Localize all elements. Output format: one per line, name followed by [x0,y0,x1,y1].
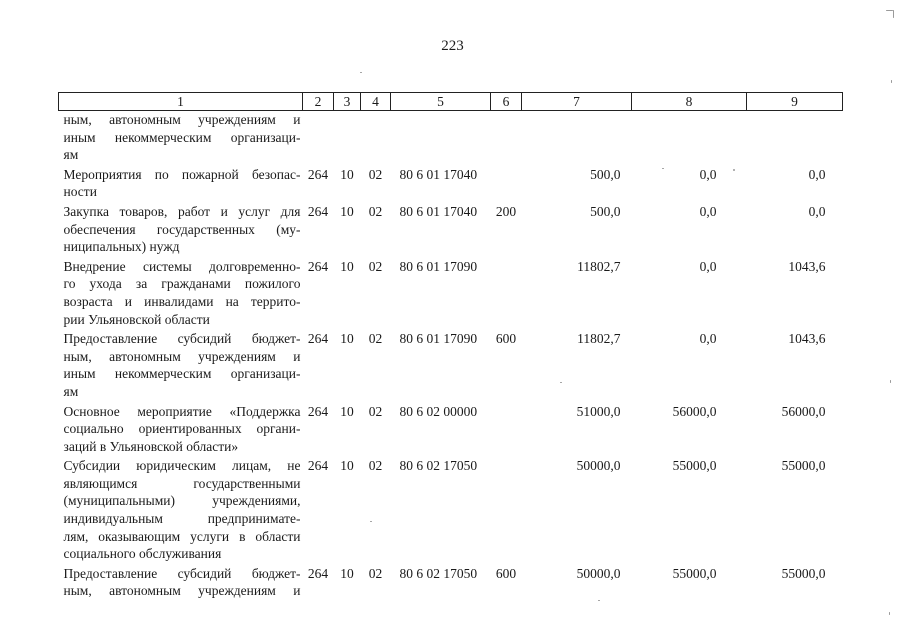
row-name-line: ным, автономным учреждениям и [63,348,301,364]
subsection-code: 02 [368,403,383,419]
column-header: 6 [491,93,522,111]
row-name [59,111,303,164]
amount-col8: 0,0 [699,331,717,347]
row-name [59,258,303,328]
row-name-line: (муниципальными) учреждениями, [63,493,301,509]
scan-speck [360,72,362,73]
amount-col7: 51000,0 [576,403,621,419]
column-header: 3 [334,93,361,111]
grbs-code: 264 [307,258,329,274]
grbs-code: 264 [307,331,329,347]
table-body [59,111,843,603]
subsection-code: 02 [368,331,383,347]
row-name [59,565,303,600]
amount-col9: 55000,0 [781,565,826,581]
amount-col8: 55000,0 [672,565,717,581]
page-number: 223 [441,38,464,54]
scan-speck [733,169,735,171]
row-spacer-cell [59,600,843,602]
row-name [59,457,303,563]
target-article-code: 80 6 01 17040 [399,203,478,219]
table-row [59,258,843,328]
section-code: 10 [340,458,354,474]
scan-speck [598,600,600,601]
row-name-line: Внедрение системы долговременно- [63,258,301,274]
column-header: 5 [391,93,491,111]
expense-type-code [491,111,522,164]
amount-col9: 0,0 [808,203,826,219]
row-name [59,403,303,456]
section-code: 10 [340,258,354,274]
row-name [59,330,303,400]
table-header-row [59,93,843,111]
scan-speck [889,612,890,615]
target-article-code: 80 6 02 00000 [399,403,478,419]
row-name [59,166,303,201]
column-header: 8 [632,93,747,111]
scan-speck [890,380,891,383]
table-row [59,203,843,256]
section-code [334,111,361,164]
row-name-line: индивидуальным предпринимате- [63,511,301,527]
amount-col7: 500,0 [590,166,621,182]
scan-speck [886,10,893,11]
row-name-line: Предоставление субсидий бюджет- [63,331,301,347]
amount-col8: 56000,0 [672,403,717,419]
column-header: 4 [361,93,391,111]
row-name-line: Предоставление субсидий бюджет- [63,565,301,581]
amount-col7 [522,111,632,164]
amount-col9: 1043,6 [788,331,826,347]
subsection-code [361,111,391,164]
expense-type-code [491,457,522,563]
row-name-line: являющимся государственными [63,475,301,491]
column-header: 1 [59,93,303,111]
scan-speck [662,168,664,169]
amount-col9: 56000,0 [781,403,826,419]
subsection-code: 02 [368,258,383,274]
section-code: 10 [340,565,354,581]
row-name-line: ям [63,147,79,163]
budget-table [58,92,843,602]
grbs-code: 264 [307,403,329,419]
row-name-line: лям, оказывающим услуги в области [63,528,301,544]
amount-col9: 0,0 [808,166,826,182]
table-row [59,111,843,164]
target-article-code: 80 6 01 17090 [399,331,478,347]
row-name-line: ниципальных) нужд [63,239,180,255]
column-header: 9 [747,93,843,111]
row-name-line: возраста и инвалидами на террито- [63,293,301,309]
row-name-line: рии Ульяновской области [63,311,210,327]
row-name-line: социального обслуживания [63,546,222,562]
grbs-code: 264 [307,203,329,219]
expense-type-code [491,258,522,328]
subsection-code: 02 [368,565,383,581]
amount-col7: 11802,7 [577,258,621,274]
row-name-line: заций в Ульяновской области» [63,438,239,454]
amount-col8: 0,0 [699,203,717,219]
table-row [59,457,843,563]
section-code: 10 [340,331,354,347]
amount-col7: 11802,7 [577,331,621,347]
target-article-code [391,111,491,164]
column-header: 7 [522,93,632,111]
target-article-code: 80 6 01 17090 [399,258,478,274]
grbs-code [303,111,334,164]
table-row [59,565,843,600]
amount-col8: 0,0 [699,166,717,182]
target-article-code: 80 6 01 17040 [399,166,478,182]
expense-type-code: 600 [495,331,517,347]
expense-type-code [491,166,522,201]
subsection-code: 02 [368,458,383,474]
row-spacer [59,600,843,602]
grbs-code: 264 [307,458,329,474]
amount-col9: 1043,6 [788,258,826,274]
row-name-line: социально ориентированных органи- [63,421,301,437]
scan-speck [893,10,894,18]
row-name-line: Закупка товаров, работ и услуг для [63,203,301,219]
row-name-line: ным, автономным учреждениям и [63,112,301,127]
target-article-code: 80 6 02 17050 [399,458,478,474]
amount-col8 [632,111,747,164]
subsection-code: 02 [368,166,383,182]
row-name-line: Основное мероприятие «Поддержка [63,403,301,419]
table-row [59,330,843,400]
table-row [59,403,843,456]
amount-col9: 55000,0 [781,458,826,474]
row-name-line: обеспечения государственных (му- [63,221,301,237]
row-name-line: Мероприятия по пожарной безопас- [63,166,301,182]
amount-col7: 50000,0 [576,458,621,474]
row-name-line: иным некоммерческим организаци- [63,366,301,382]
grbs-code: 264 [307,565,329,581]
scan-speck [891,80,892,83]
section-code: 10 [340,203,354,219]
expense-type-code: 600 [495,565,517,581]
row-name-line: Субсидии юридическим лицам, не [63,458,301,474]
section-code: 10 [340,403,354,419]
column-header: 2 [303,93,334,111]
row-name-line: ям [63,383,79,399]
amount-col7: 50000,0 [576,565,621,581]
amount-col9 [747,111,843,164]
amount-col7: 500,0 [590,203,621,219]
row-name-line: ности [63,184,97,200]
scan-speck [560,382,562,383]
section-code: 10 [340,166,354,182]
target-article-code: 80 6 02 17050 [399,565,478,581]
grbs-code: 264 [307,166,329,182]
subsection-code: 02 [368,203,383,219]
row-name [59,203,303,256]
table-row [59,166,843,201]
row-name-line: ным, автономным учреждениям и [63,583,301,599]
amount-col8: 0,0 [699,258,717,274]
expense-type-code [491,403,522,456]
expense-type-code: 200 [495,203,517,219]
scan-speck [370,521,372,522]
amount-col8: 55000,0 [672,458,717,474]
row-name-line: иным некоммерческим организаци- [63,129,301,145]
row-name-line: го ухода за гражданами пожилого [63,276,301,292]
